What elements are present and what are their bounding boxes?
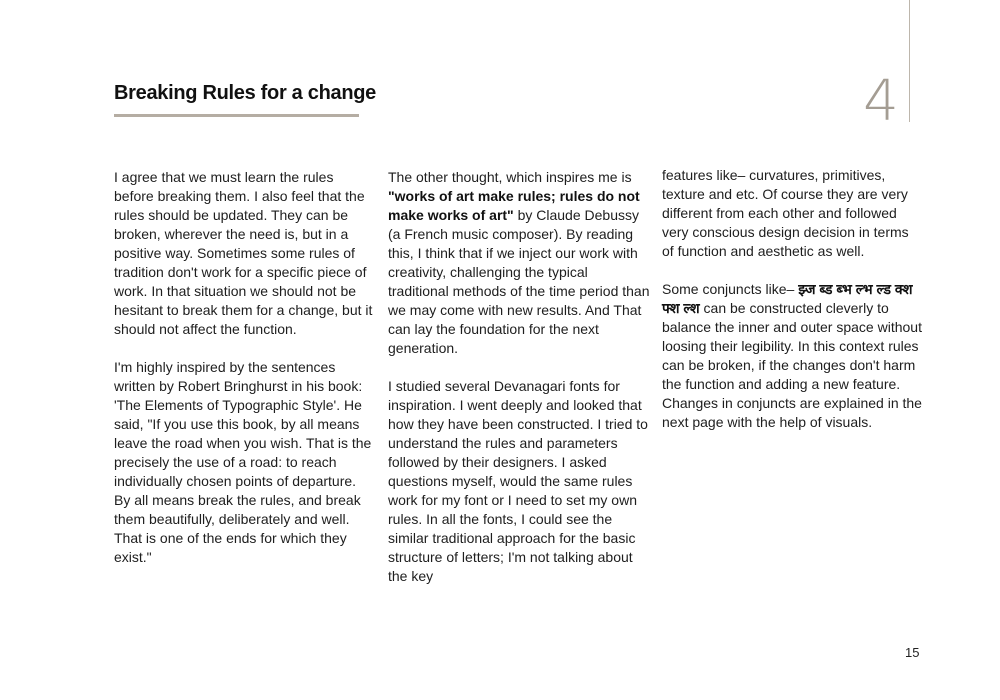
- text-run: can be constructed cleverly to balance the inner and outer space without loosing their legibility. In this context rules can be broken, if the changes don't harm the function and adding a new feature. Changes in conjuncts are explained in the next page with the help of visuals.: [662, 300, 922, 430]
- debussy-quote: "works of art make rules; rules do not make works of art": [388, 188, 640, 223]
- paragraph: I agree that we must learn the rules before breaking them. I also feel that the rules should be updated. They can be broken, wherever the need is, but in a positive way. Sometimes some rules of tradition don't work for a specific piece of work. In that situation we should not be hesitant to break them for a change, but it should not affect the function.: [114, 169, 373, 337]
- paragraph: I studied several Devanagari fonts for inspiration. I went deeply and looked that how they have been constructed. I tried to understand the rules and parameters followed by their designers. I asked questions myself, would the same rules work for my font or I need to set my own rules. In all the fonts, I could see the similar traditional approach for the basic structure of letters; I'm not talking about the key: [388, 378, 648, 584]
- text-column-2: [388, 168, 650, 586]
- chapter-number: 4: [863, 69, 899, 134]
- devanagari-conjuncts: झ्ज ब्ड ब्भ ल्भ ल्ड क्श फ्श ल्श: [662, 281, 913, 316]
- text-run: by Claude Debussy (a French music composer). By reading this, I think that if we inject our work with creativity, challenging the typical traditional methods of the time period than we may come with new results. And That can lay the foundation for the next generation.: [388, 207, 650, 356]
- page-title: Breaking Rules for a change: [114, 82, 376, 104]
- text-column-1: [114, 168, 376, 567]
- title-underline: [114, 114, 359, 117]
- page-number: 15: [905, 645, 920, 660]
- paragraph: I'm highly inspired by the sentences written by Robert Bringhurst in his book: 'The Elements of Typographic Style'. He said, "If you use this book, by all means leave the road when you wish. That is the precisely the use of a road: to reach individually chosen points of departure. By all means break the rules, and break them beautifully, deliberately and well. That is one of the ends for which they exist.": [114, 359, 372, 565]
- paragraph: features like– curvatures, primitives, texture and etc. Of course they are very different from each other and followed very conscious design decision in terms of function and aesthetic as well.: [662, 167, 909, 259]
- text-column-3: [662, 166, 924, 432]
- paragraph: [662, 280, 924, 432]
- margin-rule: [909, 0, 910, 122]
- paragraph: [388, 168, 650, 358]
- text-run: Some conjuncts like–: [662, 281, 799, 297]
- text-run: The other thought, which inspires me is: [388, 169, 632, 185]
